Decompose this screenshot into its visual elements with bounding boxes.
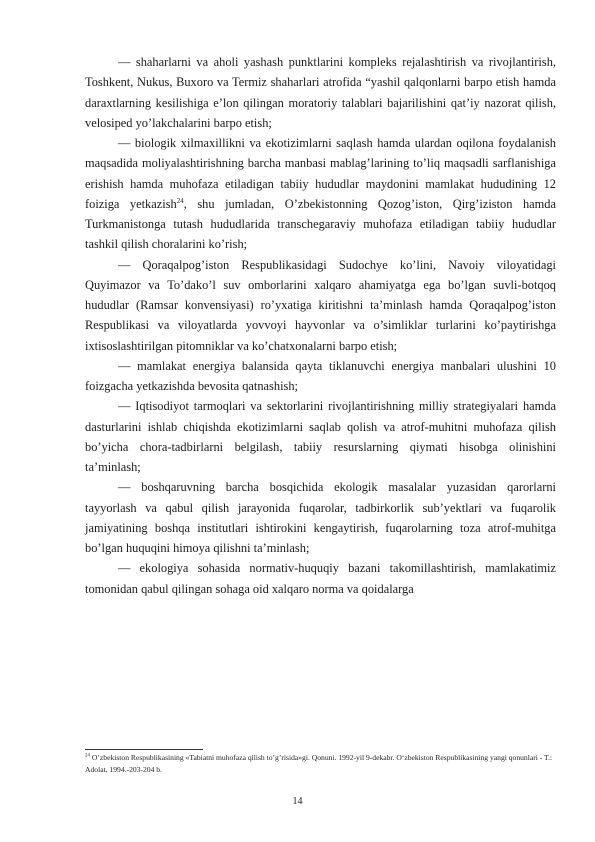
paragraph-text: — shaharlarni va aholi yashash punktlarini kompleks rejalashtirish va rivojlantirish, Toshkent, Nukus, Buxoro va Termiz shaharlari atrofida “yashil qalqonlarni barpo etish hamda daraxtlarning kesilishiga e’lon qilingan moratoriy talablari bajarilishini qat’iy nazorat qilish, velosiped yo’lakchalarini barpo etish; (85, 55, 556, 130)
paragraph-biodiversity (85, 133, 556, 255)
paragraph-text: — biologik xilmaxillikni va ekotizimlarni saqlash hamda ulardan oqilona foydalanish maqsadida moliyalashtirishning barcha manbasi mablag’larining to’liq maqsadli sarflanishiga erishish hamda muhofaza etiladigan tabiiy hududlar maydonini mamlakat hududining 12 foiziga yetkazish (85, 136, 556, 211)
footnote-reference[interactable]: 24 (176, 196, 184, 205)
footnote (85, 752, 556, 775)
paragraph-text: — ekologiya sohasida normativ-huquqiy bazani takomillashtirish, mamlakatimiz tomonidan qabul qilingan sohaga oid xalqaro norma va qoidalarga (85, 561, 556, 596)
footnote-marker: 24 (85, 753, 90, 759)
paragraph-wetlands (85, 255, 556, 356)
paragraph-renewable-energy (85, 356, 556, 397)
paragraph-public-participation (85, 477, 556, 558)
paragraph-legal-framework (85, 558, 556, 599)
paragraph-text: — boshqaruvning barcha bosqichida ekologik masalalar yuzasidan qarorlarni tayyorlash va qabul qilish jarayonida fuqarolar, tadbirkorlik sub’yektlari va fuqarolik jamiyatining boshqa institutlari ishtirokini kengaytirish, fuqarolarning toza atrof-muhitga bo’lgan huquqini himoya qilishni ta’minlash; (85, 480, 556, 555)
footnote-text: O’zbekiston Respublikasining «Tabiatni muhofaza qilish to’g’risida»gi. Qonuni. 1992-yil 9-dekabr. O‘zbekiston Respublikasining yangi qonunlari - T.: Adolat, 1994.-203-204 b. (85, 753, 553, 774)
paragraph-text: — mamlakat energiya balansida qayta tiklanuvchi energiya manbalari ulushini 10 foizgacha yetkazishda bevosita qatnashish; (85, 358, 556, 393)
paragraph-cities-planning (85, 52, 556, 133)
footnote-divider (85, 749, 203, 750)
paragraph-text-continued: , shu jumladan, O’zbekistonning Qozog’iston, Qirg’iziston hamda Turkmanistonga tutash hududlarida transchegaraviy muhofaza etiladigan tabiiy hududlar tashkil qilish choralarini ko’rish; (85, 196, 556, 252)
paragraph-text: — Qoraqalpog’iston Respublikasidagi Sudochye ko’lini, Navoiy viloyatidagi Quyimazor va To’dako’l suv omborlarini xalqaro ahamiyatga ega bo’lgan suvli-botqoq hududlar (Ramsar konvensiyasi) ro’yxatiga kiritishni ta’minlash hamda Qoraqalpog’iston Respublikasi va viloyatlarda yovvoyi hayvonlar va o’simliklar turlarini ko’paytirishga ixtisoslashtirilgan pitomniklar va ko’chatxonalarni barpo etish; (85, 257, 556, 353)
paragraph-economy-strategies (85, 396, 556, 477)
page-number: 14 (292, 796, 303, 807)
paragraph-text: — Iqtisodiyot tarmoqlari va sektorlarini rivojlantirishning milliy strategiyalari hamda dasturlarini ishlab chiqishda ekotizimlarni saqlab qolish va atrof-muhitni muhofaza qilish bo’yicha chora-tadbirlarni belgilash, tabiiy resurslarning qiymati hisobga olinishini ta’minlash; (85, 399, 556, 474)
body-text (85, 52, 556, 599)
